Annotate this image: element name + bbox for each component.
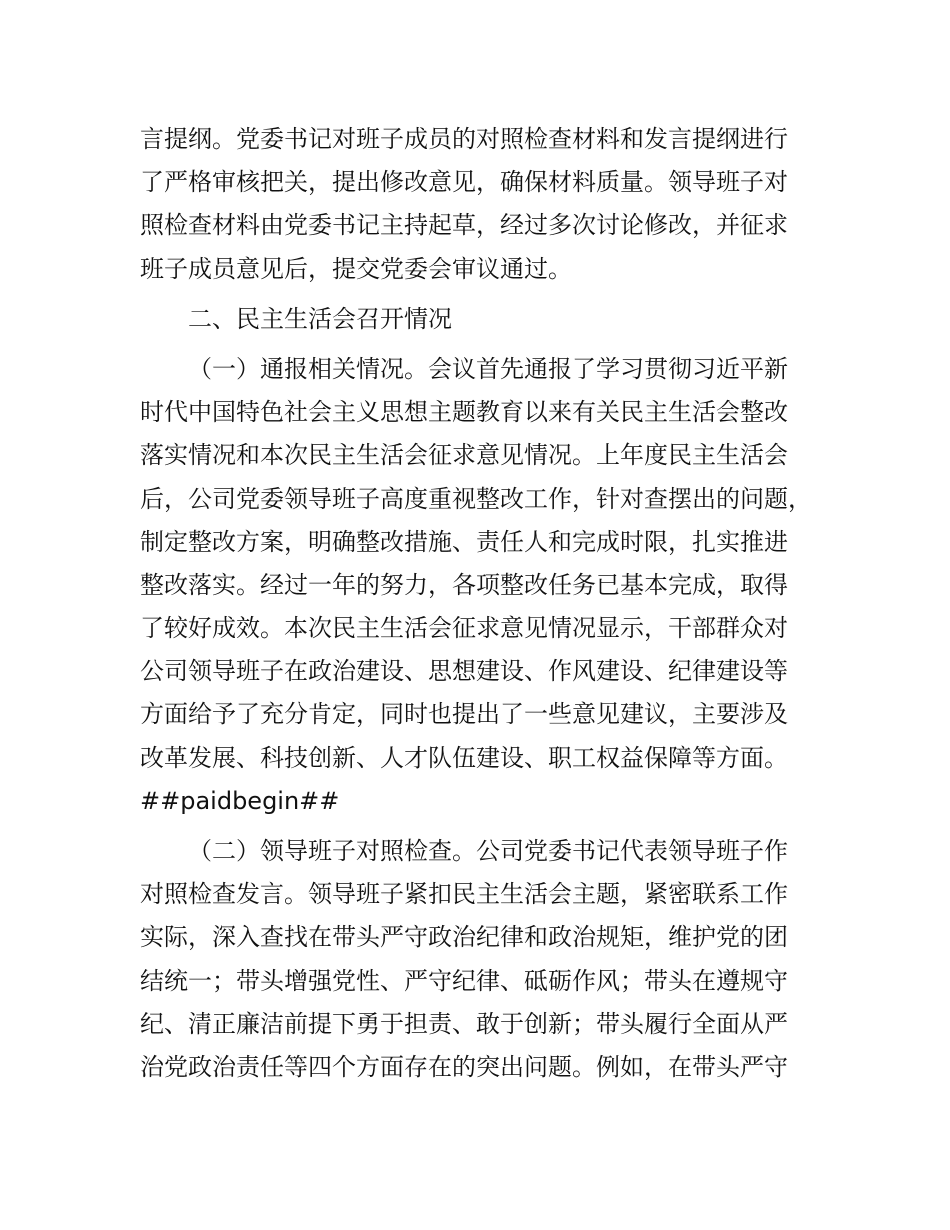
text-line: 改革发展、科技创新、人才队伍建设、职工权益保障等方面。 (140, 743, 788, 772)
text-line: 整改落实。经过一年的努力，各项整改任务已基本完成，取得 (140, 570, 788, 599)
document-body (140, 118, 840, 1089)
section-heading: 二、民主生活会召开情况 (188, 304, 452, 333)
text-line: 公司领导班子在政治建设、思想建设、作风建设、纪律建设等 (140, 657, 788, 686)
text-line: 方面给予了充分肯定，同时也提出了一些意见建议，主要涉及 (140, 700, 788, 729)
text-line: 制定整改方案，明确整改措施、责任人和完成时限，扎实推进 (140, 527, 788, 556)
text-line: 了严格审核把关，提出修改意见，确保材料质量。领导班子对 (140, 168, 788, 197)
text-line: 落实情况和本次民主生活会征求意见情况。上年度民主生活会 (140, 441, 788, 470)
text-line: 实际，深入查找在带头严守政治纪律和政治规矩，维护党的团 (140, 923, 788, 952)
paragraph-first-line: （一）通报相关情况。会议首先通报了学习贯彻习近平新 (188, 354, 788, 383)
text-line: 言提纲。党委书记对班子成员的对照检查材料和发言提纲进行 (140, 125, 788, 153)
text-line: 时代中国特色社会主义思想主题教育以来有关民主生活会整改 (140, 398, 788, 427)
text-line: 后，公司党委领导班子高度重视整改工作，针对查摆出的问题， (140, 484, 812, 513)
paragraph-first-line: （二）领导班子对照检查。公司党委书记代表领导班子作 (188, 837, 788, 865)
text-line: 纪、清正廉洁前提下勇于担责、敢于创新；带头履行全面从严 (140, 1009, 788, 1038)
text-line: 班子成员意见后，提交党委会审议通过。 (140, 254, 572, 283)
text-line: 治党政治责任等四个方面存在的突出问题。例如，在带头严守 (140, 1052, 788, 1081)
text-line: 结统一；带头增强党性、严守纪律、砥砺作风；带头在遵规守 (140, 966, 788, 995)
text-line: 了较好成效。本次民主生活会征求意见情况显示，干部群众对 (140, 614, 788, 643)
text-line: 对照检查发言。领导班子紧扣民主生活会主题，紧密联系工作 (140, 880, 788, 909)
paid-marker: ##paidbegin## (140, 786, 340, 815)
text-line: 照检查材料由党委书记主持起草，经过多次讨论修改，并征求 (140, 211, 788, 240)
